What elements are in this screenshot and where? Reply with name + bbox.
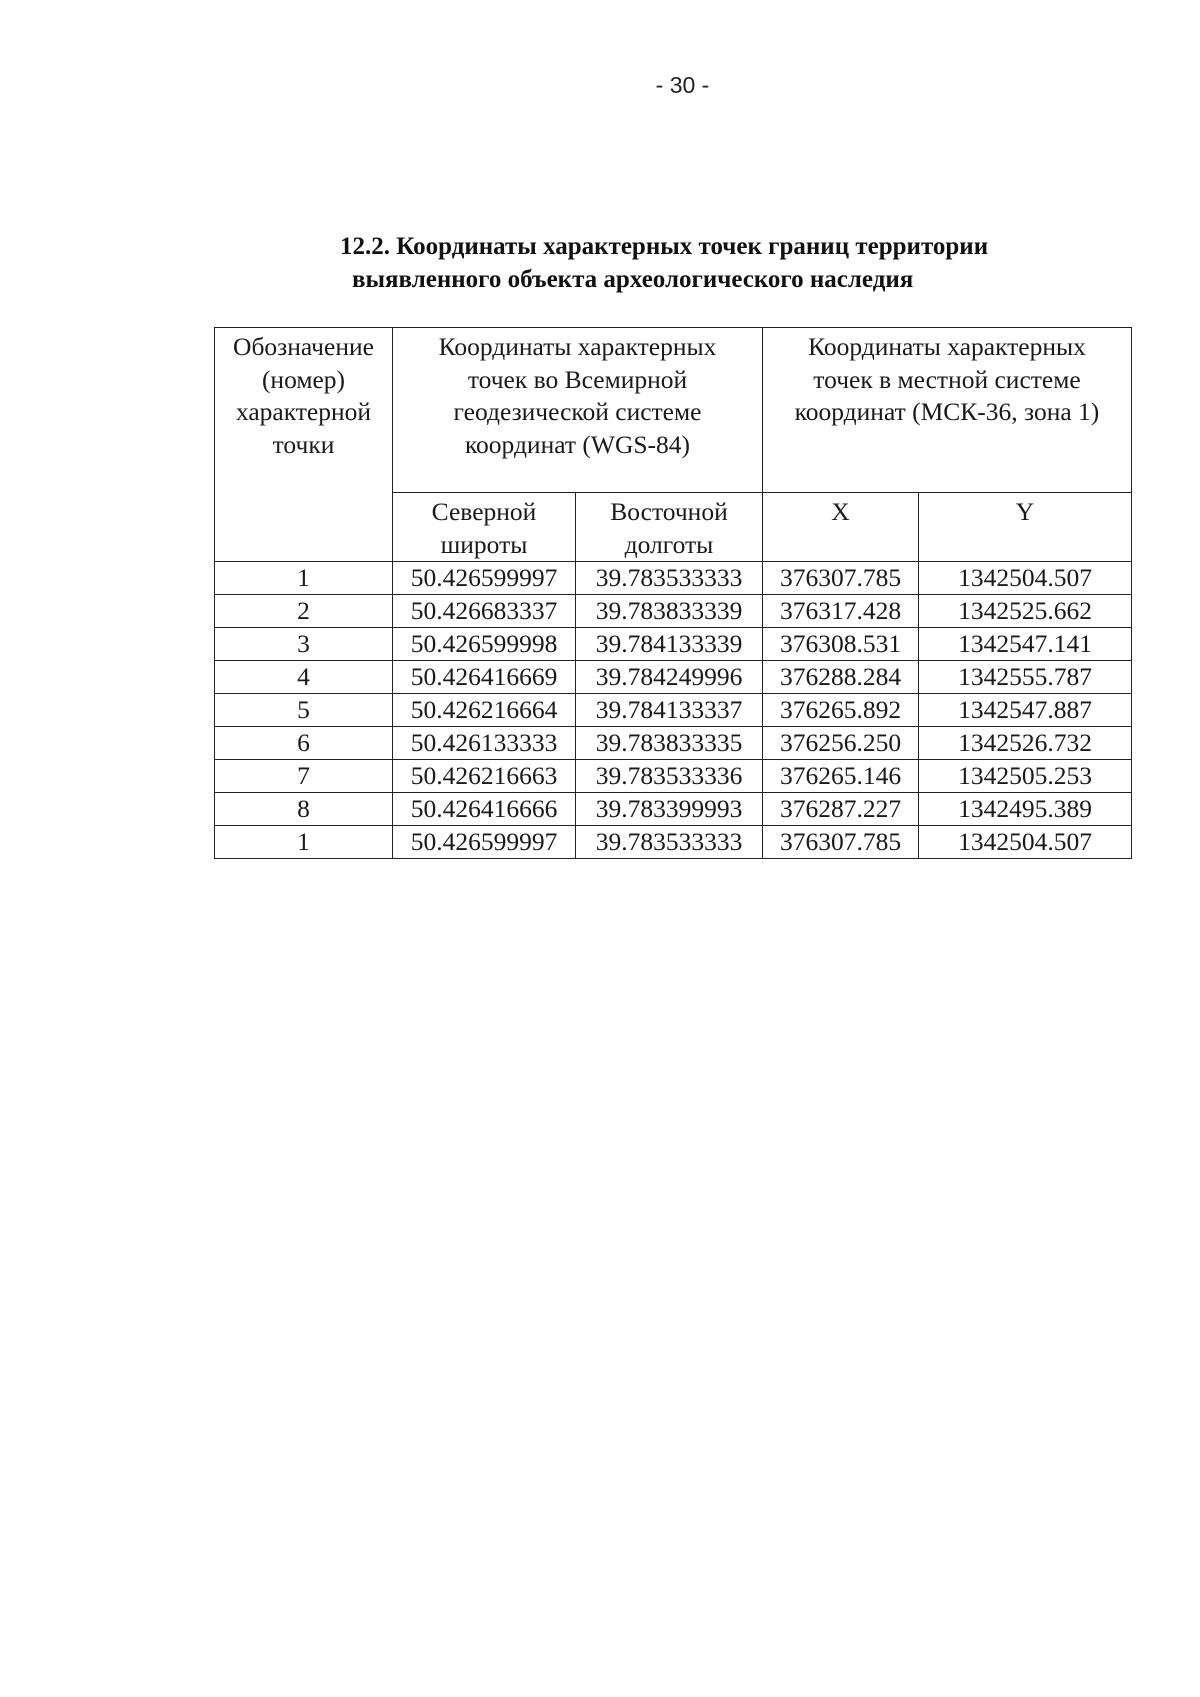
cell-y: 1342504.507: [919, 826, 1132, 859]
cell-lon: 39.783533333: [576, 826, 763, 859]
cell-point: 2: [215, 595, 393, 628]
cell-lon: 39.783533333: [576, 562, 763, 595]
header-x: X: [763, 493, 919, 562]
cell-lat: 50.426683337: [393, 595, 576, 628]
cell-point: 5: [215, 694, 393, 727]
cell-x: 376307.785: [763, 562, 919, 595]
cell-lon: 39.784249996: [576, 661, 763, 694]
table-row: [215, 562, 1132, 595]
cell-lat: 50.426216663: [393, 760, 576, 793]
cell-x: 376307.785: [763, 826, 919, 859]
header-point-designation: Обозначение (номер) характерной точки: [215, 328, 393, 562]
cell-y: 1342504.507: [919, 562, 1132, 595]
cell-y: 1342495.389: [919, 793, 1132, 826]
cell-lat: 50.426599997: [393, 826, 576, 859]
cell-point: 8: [215, 793, 393, 826]
header-y: Y: [919, 493, 1132, 562]
cell-x: 376287.227: [763, 793, 919, 826]
cell-lon: 39.783533336: [576, 760, 763, 793]
cell-lon: 39.783833339: [576, 595, 763, 628]
cell-lon: 39.783833335: [576, 727, 763, 760]
cell-lat: 50.426416666: [393, 793, 576, 826]
cell-point: 6: [215, 727, 393, 760]
section-title-line1: 12.2. Координаты характерных точек границ территории: [340, 233, 989, 260]
table-row: [215, 661, 1132, 694]
cell-point: 1: [215, 562, 393, 595]
cell-x: 376265.146: [763, 760, 919, 793]
header-lat: Северной широты: [393, 493, 576, 562]
cell-y: 1342547.141: [919, 628, 1132, 661]
table-row: [215, 595, 1132, 628]
cell-point: 7: [215, 760, 393, 793]
cell-x: 376288.284: [763, 661, 919, 694]
table-header: [215, 328, 1132, 562]
cell-point: 1: [215, 826, 393, 859]
table-row: [215, 694, 1132, 727]
cell-y: 1342555.787: [919, 661, 1132, 694]
coordinates-table: [214, 327, 1132, 859]
cell-lon: 39.784133339: [576, 628, 763, 661]
section-title-line2: выявленного объекта археологического наследия: [352, 266, 914, 293]
cell-x: 376265.892: [763, 694, 919, 727]
table-body: [215, 562, 1132, 859]
cell-y: 1342505.253: [919, 760, 1132, 793]
cell-y: 1342547.887: [919, 694, 1132, 727]
header-lon: Восточной долготы: [576, 493, 763, 562]
cell-lat: 50.426133333: [393, 727, 576, 760]
cell-lon: 39.784133337: [576, 694, 763, 727]
table-row: [215, 793, 1132, 826]
cell-x: 376317.428: [763, 595, 919, 628]
section-title: [340, 230, 1100, 296]
cell-lon: 39.783399993: [576, 793, 763, 826]
cell-x: 376308.531: [763, 628, 919, 661]
cell-lat: 50.426216664: [393, 694, 576, 727]
cell-lat: 50.426599997: [393, 562, 576, 595]
table-row: [215, 826, 1132, 859]
header-wgs-group: Координаты характерных точек во Всемирной геодезической системе координат (WGS-84): [393, 328, 763, 493]
cell-point: 4: [215, 661, 393, 694]
cell-lat: 50.426599998: [393, 628, 576, 661]
table-row: [215, 727, 1132, 760]
table-row: [215, 760, 1132, 793]
header-msk-group: Координаты характерных точек в местной системе координат (МСК-36, зона 1): [763, 328, 1132, 493]
cell-lat: 50.426416669: [393, 661, 576, 694]
table-row: [215, 628, 1132, 661]
page-number: - 30 -: [655, 72, 710, 98]
cell-x: 376256.250: [763, 727, 919, 760]
cell-y: 1342526.732: [919, 727, 1132, 760]
cell-y: 1342525.662: [919, 595, 1132, 628]
cell-point: 3: [215, 628, 393, 661]
